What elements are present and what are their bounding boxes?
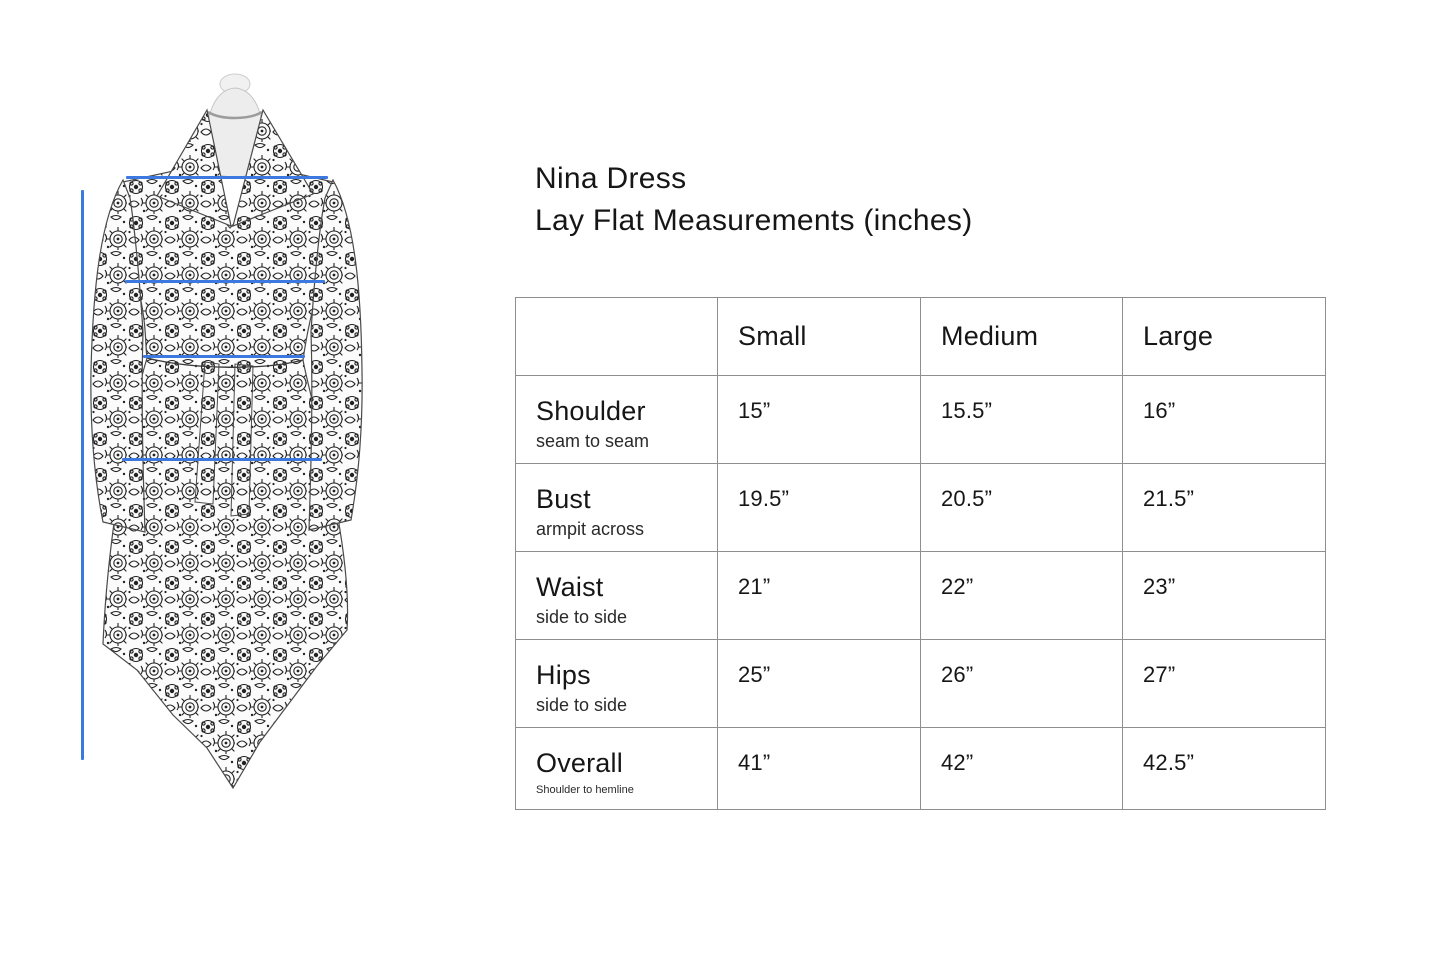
dress-figure — [55, 70, 385, 810]
column-header-large: Large — [1123, 298, 1326, 376]
row-label: Bust — [536, 484, 591, 514]
overall-length-measurement-line — [81, 190, 84, 760]
page-title — [535, 158, 973, 242]
column-header-small: Small — [718, 298, 921, 376]
cell-hips-medium: 26” — [921, 640, 1123, 728]
cell-bust-medium: 20.5” — [921, 464, 1123, 552]
bust-measurement-line — [125, 280, 325, 283]
cell-hips-small: 25” — [718, 640, 921, 728]
header-row — [516, 298, 1326, 376]
row-label: Waist — [536, 572, 604, 602]
row-sublabel: side to side — [536, 695, 628, 715]
cell-shoulder-medium: 15.5” — [921, 376, 1123, 464]
row-label: Overall — [536, 748, 623, 778]
cell-shoulder-small: 15” — [718, 376, 921, 464]
table-row-hips — [516, 640, 1326, 728]
shoulder-measurement-line — [126, 176, 328, 179]
cell-overall-small: 41” — [718, 728, 921, 810]
hips-measurement-line — [122, 458, 322, 461]
cell-bust-large: 21.5” — [1123, 464, 1326, 552]
size-chart-table — [515, 297, 1326, 810]
cell-overall-large: 42.5” — [1123, 728, 1326, 810]
cell-bust-small: 19.5” — [718, 464, 921, 552]
dress-photo — [55, 70, 385, 810]
cell-waist-large: 23” — [1123, 552, 1326, 640]
row-sublabel: side to side — [536, 607, 628, 627]
cell-hips-large: 27” — [1123, 640, 1326, 728]
row-sublabel: seam to seam — [536, 431, 650, 451]
row-sublabel: Shoulder to hemline — [536, 784, 634, 796]
product-name: Nina Dress — [535, 162, 687, 195]
table-row-overall — [516, 728, 1326, 810]
row-label: Shoulder — [536, 396, 646, 426]
dress-sash-tie — [231, 364, 253, 516]
table-row-bust — [516, 464, 1326, 552]
column-header-medium: Medium — [921, 298, 1123, 376]
cell-waist-small: 21” — [718, 552, 921, 640]
table-row-shoulder — [516, 376, 1326, 464]
page-subtitle: Lay Flat Measurements (inches) — [535, 204, 973, 237]
cell-overall-medium: 42” — [921, 728, 1123, 810]
waist-measurement-line — [143, 355, 305, 358]
cell-shoulder-large: 16” — [1123, 376, 1326, 464]
corner-header-cell — [516, 298, 718, 376]
cell-waist-medium: 22” — [921, 552, 1123, 640]
row-label: Hips — [536, 660, 591, 690]
row-sublabel: armpit across — [536, 519, 645, 539]
table-row-waist — [516, 552, 1326, 640]
